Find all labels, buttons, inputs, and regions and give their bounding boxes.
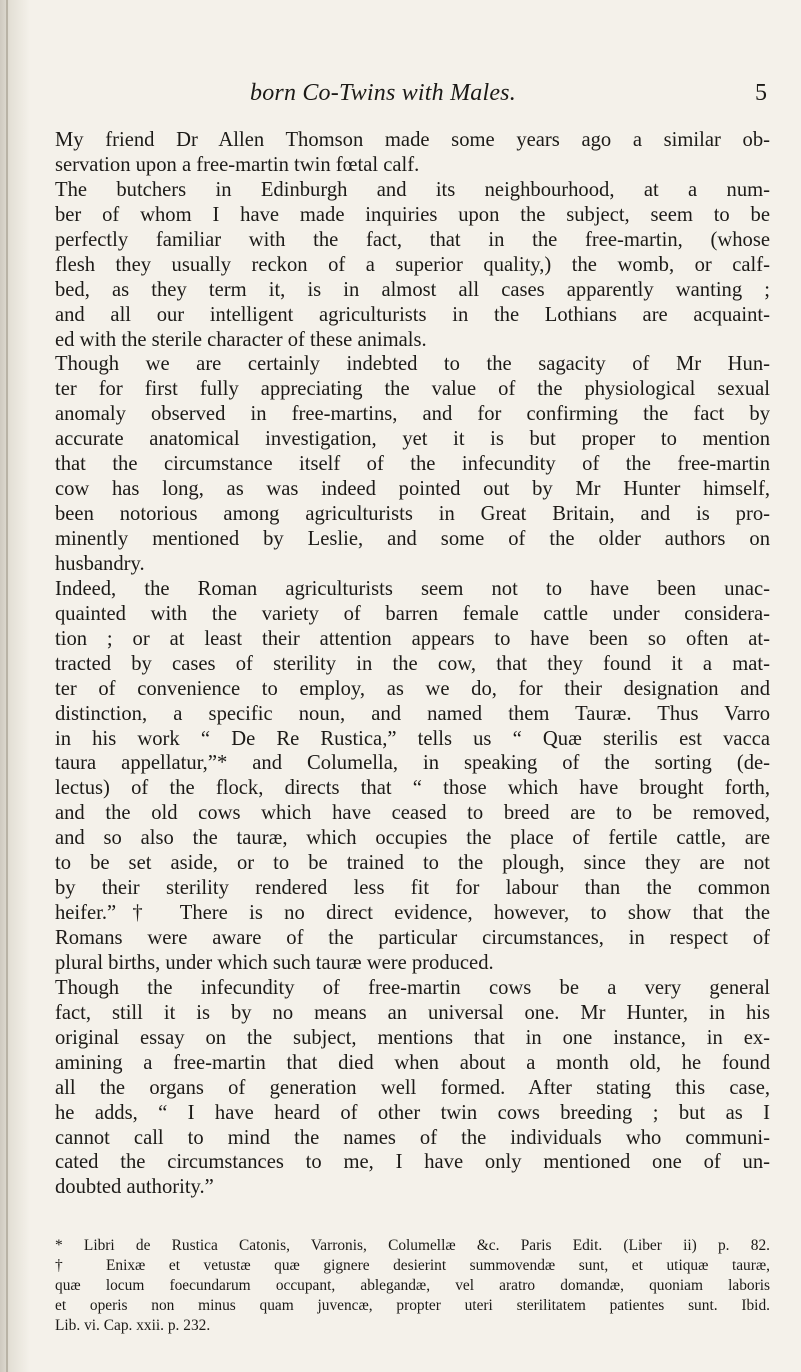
text-line: ber of whom I have made inquiries upon the subject, seem to be xyxy=(55,203,770,226)
text-line: tion ; or at least their attention appears to have been so often at- xyxy=(55,627,770,650)
text-line: husbandry. xyxy=(55,552,145,575)
text-line: heifer.”† There is no direct evidence, however, to show that the xyxy=(55,902,770,925)
text-line: minently mentioned by Leslie, and some of the older authors on xyxy=(55,528,770,550)
binding-gutter-shadow xyxy=(0,0,30,1372)
text-line: My friend Dr Allen Thomson made some years ago a similar ob- xyxy=(55,129,770,151)
text-line: lectus) of the flock, directs that “ those which have brought forth, xyxy=(55,777,770,800)
text-line: and the old cows which have ceased to breed are to be removed, xyxy=(55,802,770,825)
text-line: tracted by cases of sterility in the cow, that they found it a mat- xyxy=(55,652,770,675)
text-line: cow has long, as was indeed pointed out by Mr Hunter himself, xyxy=(55,478,770,501)
text-line: ter for first fully appreciating the value of the physiological sexual xyxy=(55,378,770,401)
text-line: accurate anatomical investigation, yet it is but proper to mention xyxy=(55,428,770,451)
text-line: Though we are certainly indebted to the sagacity of Mr Hun- xyxy=(55,353,770,376)
text-line: doubted authority.” xyxy=(55,1176,214,1199)
page-number: 5 xyxy=(755,80,767,106)
text-line: fact, still it is by no means an universal one. Mr Hunter, in his xyxy=(55,1001,770,1024)
text-line: distinction, a specific noun, and named them Tauræ. Thus Varro xyxy=(55,702,770,725)
text-line: all the organs of generation well formed. After stating this case, xyxy=(55,1076,770,1099)
text-line: to be set aside, or to be trained to the plough, since they are not xyxy=(55,852,770,875)
text-line: in his work “ De Re Rustica,” tells us “ Quæ sterilis est vacca xyxy=(55,727,770,750)
text-line: anomaly observed in free-martins, and for confirming the fact by xyxy=(55,403,770,426)
text-line: original essay on the subject, mentions that in one instance, in ex- xyxy=(55,1026,770,1049)
text-line: he adds, “ I have heard of other twin cows breeding ; but as I xyxy=(55,1101,770,1124)
text-line: Romans were aware of the particular circumstances, in respect of xyxy=(55,927,770,949)
footnotes xyxy=(55,1236,770,1336)
footnote-line: Lib. vi. Cap. xxii. p. 232. xyxy=(55,1317,211,1334)
body-text xyxy=(55,128,770,1200)
text-line: flesh they usually reckon of a superior quality,) the womb, or calf- xyxy=(55,253,770,276)
text-line: amining a free-martin that died when about a month old, he found xyxy=(55,1051,770,1074)
text-line: ed with the sterile character of these animals. xyxy=(55,328,427,351)
text-line: been notorious among agriculturists in Great Britain, and is pro- xyxy=(55,503,770,526)
footnote-line: * Libri de Rustica Catonis, Varronis, Columellæ &c. Paris Edit. (Liber ii) p. 82. xyxy=(55,1237,770,1254)
text-line: and all our intelligent agriculturists in the Lothians are acquaint- xyxy=(55,303,770,326)
running-head xyxy=(0,80,801,110)
text-line: Though the infecundity of free-martin cows be a very general xyxy=(55,976,770,999)
text-line: cannot call to mind the names of the individuals who communi- xyxy=(55,1126,770,1149)
footnote-line: et operis non minus quam juvencæ, propter uteri sterilitatem patientes sunt. Ibid. xyxy=(55,1297,770,1314)
text-line: servation upon a free-martin twin fœtal calf. xyxy=(55,153,420,176)
text-line: Indeed, the Roman agriculturists seem not to have been unac- xyxy=(55,577,770,600)
text-line: that the circumstance itself of the infecundity of the free-martin xyxy=(55,453,770,476)
binding-edge-line xyxy=(6,0,8,1372)
text-line: and so also the tauræ, which occupies the place of fertile cattle, are xyxy=(55,827,770,850)
text-line: plural births, under which such tauræ were produced. xyxy=(55,951,494,974)
text-line: cated the circumstances to me, I have only mentioned one of un- xyxy=(55,1151,770,1174)
text-line: The butchers in Edinburgh and its neighbourhood, at a num- xyxy=(55,178,770,201)
text-line: taura appellatur,”* and Columella, in speaking of the sorting (de- xyxy=(55,752,770,775)
text-line: perfectly familiar with the fact, that in the free-martin, (whose xyxy=(55,228,770,251)
running-title: born Co-Twins with Males. xyxy=(250,80,516,106)
text-line: quainted with the variety of barren female cattle under considera- xyxy=(55,602,770,625)
footnote-line: † Enixæ et vetustæ quæ gignere desierint summovendæ sunt, et utiquæ tauræ, xyxy=(55,1257,770,1274)
text-line: ter of convenience to employ, as we do, for their designation and xyxy=(55,677,770,700)
text-line: bed, as they term it, is in almost all cases apparently wanting ; xyxy=(55,278,770,301)
footnote-line: quæ locum foecundarum occupant, ablegandæ, vel aratro domandæ, quoniam laboris xyxy=(55,1277,770,1294)
text-line: by their sterility rendered less fit for labour than the common xyxy=(55,877,770,900)
